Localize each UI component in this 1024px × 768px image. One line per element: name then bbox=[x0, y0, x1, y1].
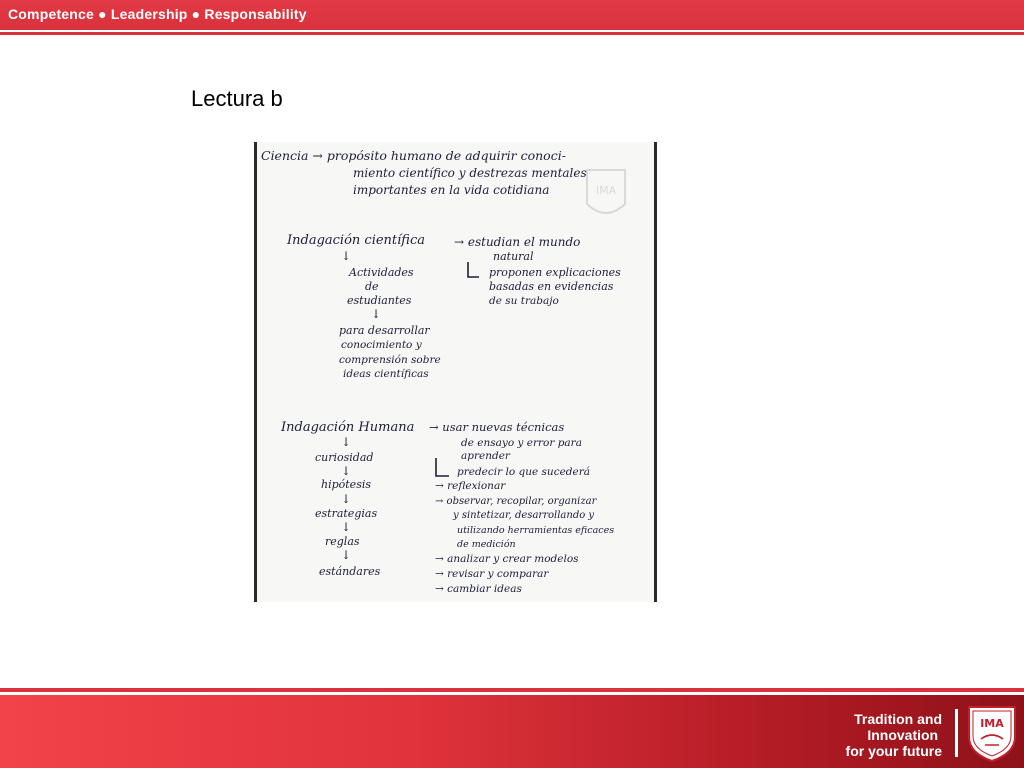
note-arrow-down: ↓ bbox=[341, 249, 352, 263]
note-block2-left-5: conocimiento y bbox=[341, 339, 422, 351]
note-block2-heading: Indagación científica bbox=[287, 233, 426, 248]
footer-banner bbox=[0, 695, 1024, 768]
note-block3-right-8: de medición bbox=[457, 539, 516, 550]
tagline-line-3: for your future bbox=[845, 743, 942, 759]
note-arrow-down: ↓ bbox=[341, 435, 352, 449]
header-banner bbox=[0, 0, 1024, 30]
note-block3-right-3: predecir lo que sucederá bbox=[457, 466, 590, 478]
note-block1-line3: importantes en la vida cotidiana bbox=[353, 183, 550, 197]
note-block3-right-4: → reflexionar bbox=[435, 480, 506, 492]
note-block3-right-2: aprender bbox=[461, 450, 510, 462]
note-block2-left-1: Actividades bbox=[349, 266, 414, 279]
note-block1-line1: Ciencia → propósito humano de adquirir conoci- bbox=[261, 148, 566, 163]
footer-vertical-divider bbox=[955, 709, 958, 757]
note-block3-right-7: utilizando herramientas eficaces bbox=[457, 525, 615, 536]
slide-title: Lectura b bbox=[191, 86, 283, 111]
note-block2-right-2: proponen explicaciones bbox=[489, 266, 621, 279]
note-arrow-down: ↓ bbox=[341, 464, 352, 478]
note-bracket-arrow bbox=[436, 458, 449, 476]
note-block2-left-4: para desarrollar bbox=[339, 324, 430, 337]
note-bracket-arrow bbox=[468, 262, 479, 277]
tagline-line-1: Tradition and bbox=[854, 711, 942, 727]
watermark-crest bbox=[587, 170, 625, 213]
header-motto: Competence ● Leadership ● Responsability bbox=[8, 6, 307, 22]
note-block2-left-2: de bbox=[365, 280, 379, 293]
note-block3-left-3: estrategias bbox=[315, 507, 378, 520]
note-block3-right-1: de ensayo y error para bbox=[461, 437, 582, 449]
note-block3-right-6: y sintetizar, desarrollando y bbox=[453, 510, 595, 521]
tagline-line-2: Innovation bbox=[867, 727, 942, 743]
crest-text: IMA bbox=[980, 717, 1004, 730]
note-block3-left-4: reglas bbox=[325, 535, 360, 548]
note-block3-right-11: → cambiar ideas bbox=[435, 583, 522, 595]
note-block3-left-5: estándares bbox=[319, 565, 381, 578]
svg-text:IMA: IMA bbox=[595, 184, 617, 197]
note-block2-left-3: estudiantes bbox=[347, 294, 412, 307]
ima-crest-logo bbox=[963, 703, 1021, 763]
note-arrow-down: ↓ bbox=[371, 307, 382, 321]
note-block2-right-1: natural bbox=[493, 250, 534, 263]
note-arrow-down: ↓ bbox=[341, 548, 352, 562]
note-block2-right-0: → estudian el mundo bbox=[454, 235, 581, 249]
note-block3-right-5: → observar, recopilar, organizar bbox=[435, 496, 597, 507]
note-block3-left-1: curiosidad bbox=[315, 451, 374, 464]
header-divider-red bbox=[0, 32, 1024, 35]
note-block2-left-7: ideas científicas bbox=[343, 368, 429, 380]
note-block3-right-10: → revisar y comparar bbox=[435, 568, 549, 580]
note-arrow-down: ↓ bbox=[341, 492, 352, 506]
note-block2-left-6: comprensión sobre bbox=[339, 354, 441, 366]
note-block3-right-0: → usar nuevas técnicas bbox=[429, 420, 565, 434]
note-block3-heading: Indagación Humana bbox=[281, 420, 415, 435]
note-block2-right-4: de su trabajo bbox=[489, 295, 559, 307]
note-arrow-down: ↓ bbox=[341, 520, 352, 534]
note-block3-left-2: hipótesis bbox=[321, 478, 372, 491]
footer-tagline bbox=[846, 711, 942, 759]
note-block1-line2: miento científico y destrezas mentales bbox=[353, 166, 587, 180]
notes-canvas bbox=[257, 142, 654, 602]
handwritten-notes-image bbox=[254, 142, 657, 602]
note-block2-right-3: basadas en evidencias bbox=[489, 280, 614, 293]
note-block3-right-9: → analizar y crear modelos bbox=[435, 553, 579, 565]
